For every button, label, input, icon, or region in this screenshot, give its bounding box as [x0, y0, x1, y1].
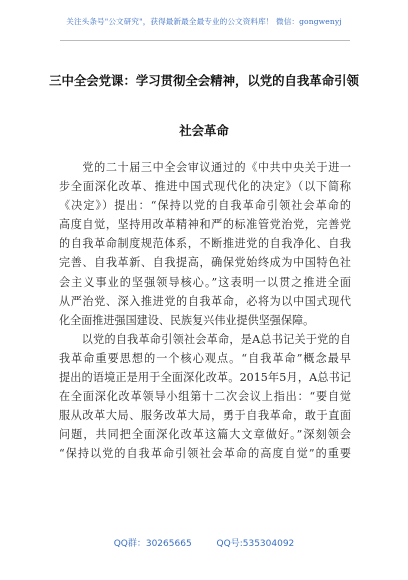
document-title-line-1: 三中全会党课：学习贯彻全会精神，以党的自我革命引领	[49, 73, 359, 88]
text-line: 我革命重要思想的一个核心观点。“自我革命”概念最早	[59, 351, 351, 365]
header-notice: 关注头条号"公文研究"，获得最新最全最专业的公文资料库！ 微信：gongwenyj	[66, 17, 342, 26]
text-line: 完善、自我革新、自我提高，确保党始终成为中国特色社	[59, 256, 351, 270]
text-line: 高度自觉，坚持用改革精神和严的标准管党治党，完善党	[59, 218, 351, 232]
footer-qq-group: QQ群：30265665	[113, 539, 192, 549]
text-line: 化全面推进强国建设、民族复兴伟业提供坚强保障。	[59, 313, 315, 327]
footer-qq-number: QQ号:535304092	[216, 539, 295, 549]
text-line: 步全面深化改革、推进中国式现代化的决定》（以下简称	[59, 180, 351, 194]
text-line: 提出的语境正是用于全面深化改革。2015年5月，A总书记	[59, 371, 351, 385]
text-line: 在全面深化改革领导小组第十二次会议上指出：“要自觉	[59, 390, 351, 404]
text-line: “保持以党的自我革命引领社会革命的高度自觉”的重要	[59, 447, 351, 461]
text-line: 从严治党、深入推进党的自我革命，必将为以中国式现代	[59, 294, 351, 308]
document-title-line-2: 社会革命	[179, 123, 229, 138]
header-divider	[60, 40, 350, 41]
text-line: 服从改革大局、服务改革大局，勇于自我革命，敢于直面	[59, 409, 351, 423]
text-line: 会主义事业的坚强领导核心。”这表明一以贯之推进全面	[59, 275, 351, 289]
text-line: 党的二十届三中全会审议通过的《中共中央关于进一	[59, 161, 351, 174]
text-line: 的自我革命制度规范体系，不断推进党的自我净化、自我	[59, 237, 351, 251]
paragraph-2	[59, 330, 351, 464]
text-line: 问题，共同把全面深化改革这篇大文章做好。”深刻领会	[59, 428, 351, 442]
text-line: 《决定》）提出：“保持以党的自我革命引领社会革命的	[59, 199, 351, 213]
paragraph-1	[59, 158, 351, 330]
document-body	[59, 158, 351, 464]
text-line: 以党的自我革命引领社会革命，是A总书记关于党的自	[59, 332, 351, 346]
footer-contacts	[0, 536, 408, 549]
